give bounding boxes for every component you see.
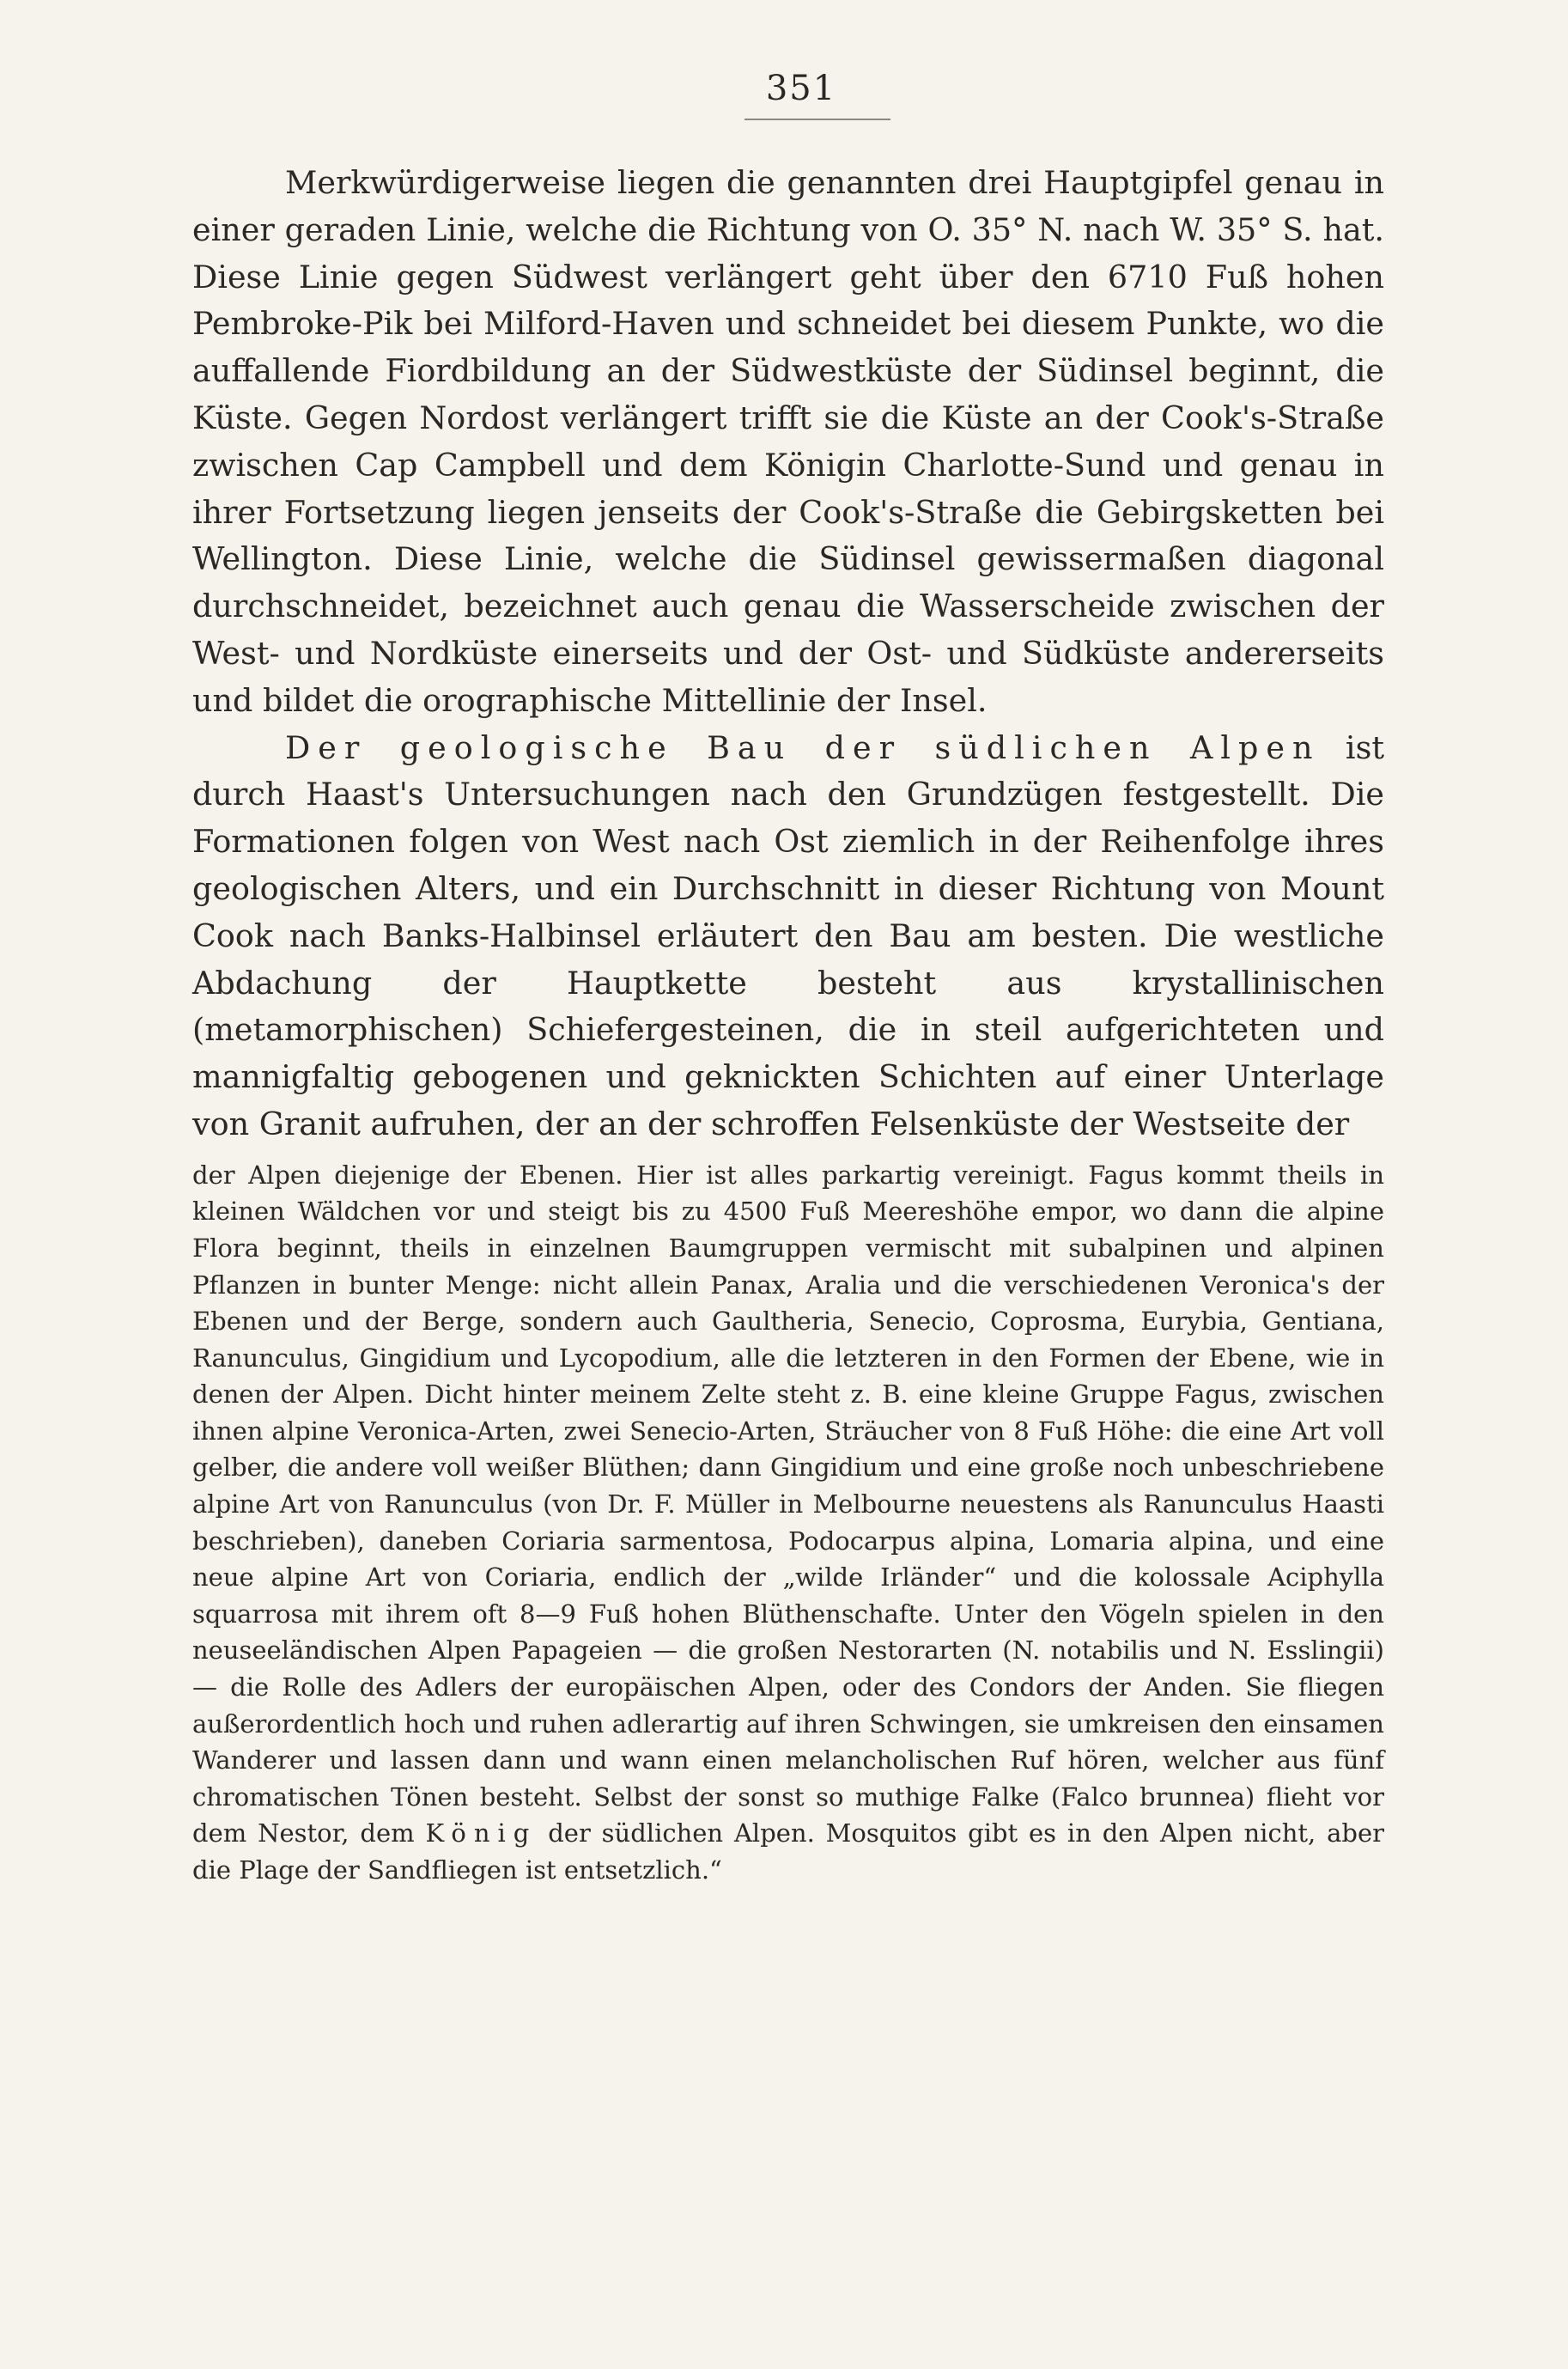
page-number: 351: [765, 69, 837, 108]
paragraph-1: Merkwürdigerweise liegen die genannten drei Hauptgipfel genau in einer geraden Linie, welche die Richtung von O. 35° N. nach W. 35° S. hat. Diese Linie gegen Südwest verlängert geht über den 6710 Fuß hohen Pembroke-Pik bei Milford-Haven und schneidet bei diesem Punkte, wo die auffallende Fiordbildung an der Südwestküste der Südinsel beginnt, die Küste. Gegen Nordost verlängert trifft sie die Küste an der Cook's-Straße zwischen Cap Campbell und dem Königin Charlotte-Sund und genau in ihrer Fortsetzung liegen jenseits der Cook's-Straße die Gebirgsketten bei Wellington. Diese Linie, welche die Südinsel gewissermaßen diagonal durchschneidet, bezeichnet auch genau die Wasserscheide zwischen der West- und Nordküste einerseits und der Ost- und Südküste andererseits und bildet die orographische Mittellinie der Insel.: [192, 164, 1384, 719]
paragraph-2: [192, 725, 1384, 1148]
footnote-text: [192, 1157, 1384, 1889]
main-text: [192, 160, 1384, 1148]
footnote-spaced-emphasis: König: [425, 1818, 538, 1848]
footnote-part-2: der südlichen Alpen. Mosquitos gibt es in den Alpen nicht, aber die Plage der Sandfliegen ist entsetzlich.“: [192, 1818, 1384, 1885]
footnote: [192, 1157, 1384, 1889]
header-rule: [744, 119, 890, 120]
spaced-emphasis: Der geologische Bau der südlichen Alpen: [285, 728, 1321, 766]
footnote-part-1: der Alpen diejenige der Ebenen. Hier ist alles parkartig vereinigt. Fagus kommt theils in kleinen Wäldchen vor und steigt bis zu 4500 Fuß Meereshöhe empor, wo dann die alpine Flora beginnt, theils in einzelnen Baumgruppen vermischt mit subalpinen und alpinen Pflanzen in bunter Menge: nicht allein Panax, Aralia und die verschiedenen Veronica's der Ebenen und der Berge, sondern auch Gaultheria, Senecio, Coprosma, Eurybia, Gentiana, Ranunculus, Gingidium und Lycopodium, alle die letzteren in den Formen der Ebene, wie in denen der Alpen. Dicht hinter meinem Zelte steht z. B. eine kleine Gruppe Fagus, zwischen ihnen alpine Veronica-Arten, zwei Senecio-Arten, Sträucher von 8 Fuß Höhe: die eine Art voll gelber, die andere voll weißer Blüthen; dann Gingidium und eine große noch unbeschriebene alpine Art von Ranunculus (von Dr. F. Müller in Melbourne neuestens als Ranunculus Haasti beschrieben), daneben Coriaria sarmentosa, Podocarpus alpina, Lomaria alpina, und eine neue alpine Art von Coriaria, endlich der „wilde Irländer“ und die kolossale Aciphylla squarrosa mit ihrem oft 8—9 Fuß hohen Blüthenschafte. Unter den Vögeln spielen in den neuseeländischen Alpen Papageien — die großen Nestorarten (N. notabilis und N. Esslingii) — die Rolle des Adlers der europäischen Alpen, oder des Condors der Anden. Sie fliegen außerordentlich hoch und ruhen adlerartig auf ihren Schwingen, sie umkreisen den einsamen Wanderer und lassen dann und wann einen melancholischen Ruf hören, welcher aus fünf chromatischen Tönen besteht. Selbst der sonst so muthige Falke (Falco brunnea) flieht vor dem Nestor, dem: [192, 1160, 1384, 1848]
paragraph-2-text: ist durch Haast's Untersuchungen nach den Grundzügen festgestellt. Die Formationen folgen von West nach Ost ziemlich in der Reihenfolge ihres geologischen Alters, und ein Durchschnitt in dieser Richtung von Mount Cook nach Banks-Halbinsel erläutert den Bau am besten. Die westliche Abdachung der Hauptkette besteht aus krystallinischen (metamorphischen) Schiefergesteinen, die in steil aufgerichteten und mannigfaltig gebogenen und geknickten Schichten auf einer Unterlage von Granit aufruhen, der an der schroffen Felsenküste der Westseite der: [192, 728, 1384, 1142]
